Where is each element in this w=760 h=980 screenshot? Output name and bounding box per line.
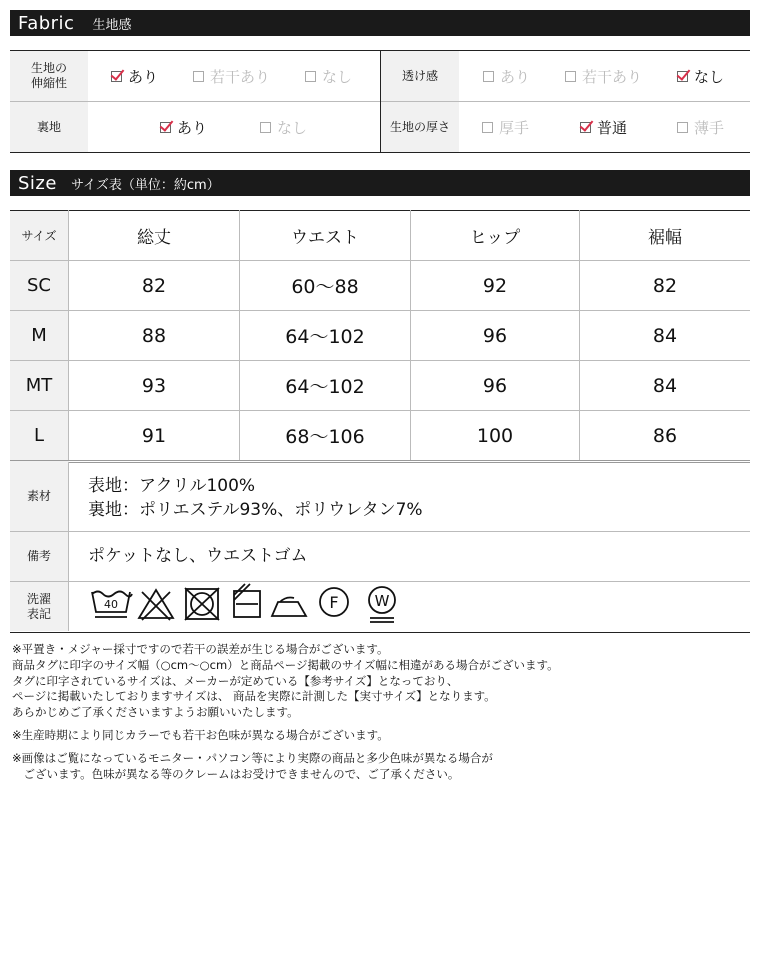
fabric-divider — [380, 51, 381, 152]
table-cell: 100 — [411, 411, 580, 462]
svg-text:F: F — [329, 593, 339, 612]
table-cell: 84 — [580, 361, 751, 411]
table-cell: 64〜102 — [240, 361, 411, 411]
table-cell: 64〜102 — [240, 311, 411, 361]
sheer-label: 透け感 — [381, 51, 459, 101]
lining-option-no: なし — [260, 102, 307, 152]
table-cell: 82 — [69, 261, 240, 311]
sheer-option-slight: 若干あり — [565, 51, 642, 101]
wet-clean-w-icon — [369, 587, 395, 622]
table-cell: 96 — [411, 311, 580, 361]
thickness-option-thick: 厚手 — [482, 102, 529, 152]
column-header: 裾幅 — [580, 211, 751, 261]
table-cell: SC — [10, 261, 69, 311]
size-header-en: Size — [18, 172, 57, 194]
remarks-label: 備考 — [10, 532, 69, 581]
table-cell: M — [10, 311, 69, 361]
svg-text:40: 40 — [104, 598, 118, 611]
lining-label: 裏地 — [10, 102, 88, 152]
stretch-option-slight: 若干あり — [193, 51, 270, 101]
material-value — [88, 474, 423, 522]
table-row — [10, 311, 750, 361]
table-cell: 93 — [69, 361, 240, 411]
material-line-1: 表地：アクリル100% — [88, 476, 256, 496]
table-row — [10, 361, 750, 411]
checkbox-checked-icon — [580, 122, 591, 133]
fabric-table — [10, 50, 750, 153]
stretch-label: 生地の伸縮性 — [10, 51, 88, 101]
checkbox-icon — [260, 122, 271, 133]
table-cell: 92 — [411, 261, 580, 311]
material-label: 素材 — [10, 462, 69, 531]
material-line-2: 裏地：ポリエステル93%、ポリウレタン7% — [88, 500, 423, 520]
table-cell: 86 — [580, 411, 751, 462]
table-header-row — [10, 211, 750, 261]
checkbox-checked-icon — [677, 71, 688, 82]
wash-icons — [90, 582, 420, 635]
table-cell: 68〜106 — [240, 411, 411, 462]
table-row — [10, 411, 750, 462]
table-cell: 88 — [69, 311, 240, 361]
column-header: ヒップ — [411, 211, 580, 261]
note-line: ※生産時期により同じカラーでも若干お色味が異なる場合がございます。 — [12, 727, 389, 742]
dry-clean-f-icon — [320, 588, 348, 616]
table-cell: 82 — [580, 261, 751, 311]
column-header: サイズ — [10, 211, 69, 261]
note-line: 商品タグに印字のサイズ幅（○cm〜○cm）と商品ページ掲載のサイズ幅に相違がある場合がございます。 — [12, 657, 559, 672]
thickness-option-normal: 普通 — [580, 102, 627, 152]
iron-low-icon — [272, 598, 306, 617]
note-line: ※画像はご覧になっているモニター・パソコン等により実際の商品と多少色味が異なる場合が — [12, 750, 493, 765]
thickness-label: 生地の厚さ — [381, 102, 459, 152]
checkbox-checked-icon — [160, 122, 171, 133]
column-header: 総丈 — [69, 211, 240, 261]
washing-row — [10, 582, 750, 631]
table-cell: MT — [10, 361, 69, 411]
table-cell: 91 — [69, 411, 240, 462]
material-row — [10, 462, 750, 532]
size-header-jp: サイズ表（単位：約cm） — [70, 177, 220, 193]
checkbox-icon — [193, 71, 204, 82]
checkbox-icon — [677, 122, 688, 133]
care-symbols — [90, 582, 420, 631]
table-cell: 60〜88 — [240, 261, 411, 311]
svg-text:W: W — [374, 592, 390, 610]
checkbox-icon — [305, 71, 316, 82]
table-row — [10, 261, 750, 311]
note-line: ございます。色味が異なる等のクレームはお受けできませんので、ご了承ください。 — [12, 766, 460, 781]
table-cell: 96 — [411, 361, 580, 411]
fabric-header-jp: 生地感 — [92, 17, 132, 33]
checkbox-icon — [565, 71, 576, 82]
stretch-option-yes: あり — [111, 51, 158, 101]
remarks-value: ポケットなし、ウエストゴム — [88, 546, 308, 566]
note-line: ※平置き・メジャー採寸ですので若干の誤差が生じる場合がございます。 — [12, 642, 389, 656]
table-cell: 84 — [580, 311, 751, 361]
sheer-option-yes: あり — [483, 51, 530, 101]
note-line: あらかじめご了承くださいますようお願いいたします。 — [12, 705, 299, 720]
washing-label: 洗濯表記 — [10, 582, 69, 631]
thickness-option-thin: 薄手 — [677, 102, 724, 152]
notes — [12, 642, 559, 782]
stretch-option-no: なし — [305, 51, 352, 101]
note-line: タグに印字されているサイズは、メーカーが定めている【参考サイズ】となっており、 — [12, 673, 459, 688]
note-line: ページに掲載いたしておりますサイズは、 商品を実際に計測した【実寸サイズ】となります。 — [12, 689, 496, 704]
column-header: ウエスト — [240, 211, 411, 261]
fabric-header-en: Fabric — [18, 12, 75, 34]
checkbox-icon — [483, 71, 494, 82]
wash-40-icon — [92, 592, 132, 618]
size-table — [10, 210, 750, 463]
checkbox-checked-icon — [111, 71, 122, 82]
no-bleach-icon — [139, 590, 173, 620]
sheer-option-no: なし — [677, 51, 724, 101]
lining-option-yes: あり — [160, 102, 207, 152]
fabric-header-bar — [10, 10, 750, 36]
size-header-bar — [10, 170, 750, 196]
checkbox-icon — [482, 122, 493, 133]
table-cell: L — [10, 411, 69, 462]
remarks-row — [10, 532, 750, 582]
no-tumble-dry-icon — [185, 588, 219, 620]
line-dry-shade-icon — [234, 584, 260, 617]
product-info — [10, 462, 750, 633]
